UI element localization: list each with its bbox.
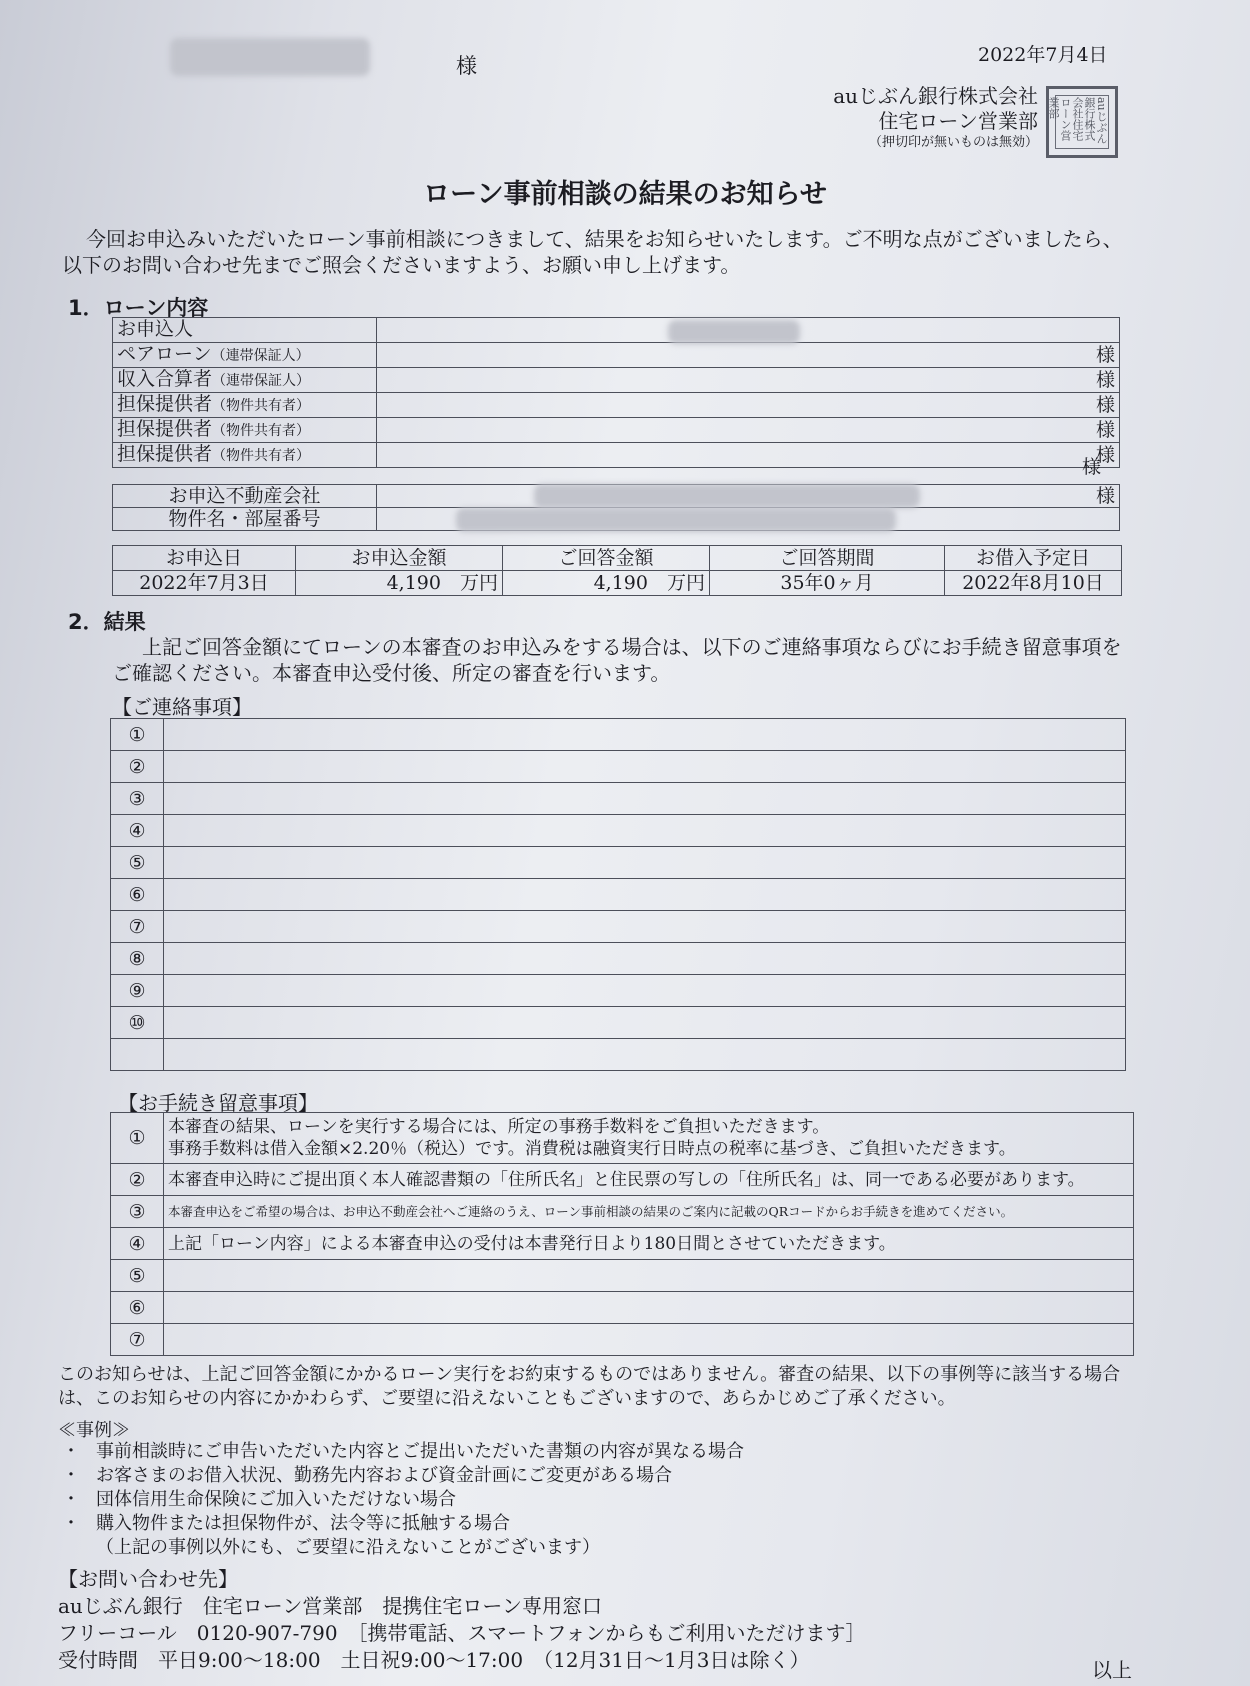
amount-table xyxy=(112,545,1122,596)
row-label: 担保提供者（物件共有者） xyxy=(113,393,377,418)
table-row xyxy=(111,943,1126,975)
note-content xyxy=(164,943,1126,975)
table-row xyxy=(111,1228,1134,1260)
note-number xyxy=(111,1039,164,1071)
redacted-property xyxy=(456,508,896,532)
table-row xyxy=(111,1324,1134,1356)
company-seal-stamp xyxy=(1046,86,1118,158)
table-row xyxy=(111,783,1126,815)
table-header-row xyxy=(113,546,1122,571)
seal-text: auじぶん銀行株式会社住宅ローン営業部 xyxy=(1055,95,1109,149)
extra-honorific: 様 xyxy=(1082,456,1102,478)
row-value: 様 xyxy=(377,443,1120,468)
contact-phone: フリーコール 0120-907-790 ［携帯電話、スマートフォンからもご利用いただけます］ xyxy=(58,1621,866,1645)
note-number: ⑤ xyxy=(111,847,164,879)
note-content xyxy=(164,847,1126,879)
proc-content xyxy=(164,1292,1134,1324)
contact-hours: 受付時間 平日9:00～18:00 土日祝9:00～17:00 （12月31日～1月3日は除く） xyxy=(58,1648,810,1672)
contact-title: 【お問い合わせ先】 xyxy=(58,1567,238,1591)
table-row xyxy=(111,879,1126,911)
row-label: ペアローン（連帯保証人） xyxy=(113,343,377,368)
company-label: お申込不動産会社 xyxy=(113,485,377,508)
header-apply-amount: お申込金額 xyxy=(296,546,503,571)
row-value: 様 xyxy=(377,418,1120,443)
section2-text: 上記ご回答金額にてローンの本審査のお申込みをする場合は、以下のご連絡事項ならびにお手続き留意事項をご確認ください。本審査申込受付後、所定の審査を行います。 xyxy=(112,635,1122,685)
proc-number: ⑥ xyxy=(111,1292,164,1324)
contact-block xyxy=(58,1566,866,1674)
list-item: ・ 購入物件または担保物件が、法令等に抵触する場合 xyxy=(62,1513,510,1534)
cases-note: （上記の事例以外にも、ご要望に沿えないことがございます） xyxy=(96,1537,600,1558)
redacted-recipient xyxy=(170,38,370,76)
document-title: ローン事前相談の結果のお知らせ xyxy=(423,179,827,210)
section1-heading: 1．ローン内容 xyxy=(68,296,209,320)
table-row xyxy=(113,571,1122,596)
table-row xyxy=(113,368,1120,393)
table-row xyxy=(113,418,1120,443)
issuer-block xyxy=(833,84,1038,152)
note-content xyxy=(164,1039,1126,1071)
note-content xyxy=(164,1007,1126,1039)
proc-content: 上記「ローン内容」による本審査申込の受付は本書発行日より180日間とさせていただきます。 xyxy=(164,1228,1134,1260)
closing-mark: 以上 xyxy=(1092,1658,1132,1682)
note-number: ⑩ xyxy=(111,1007,164,1039)
redacted-applicant xyxy=(668,320,800,344)
issuer-dept: 住宅ローン営業部 xyxy=(878,109,1038,133)
disclaimer-text: このお知らせは、上記ご回答金額にかかるローン実行をお約束するものではありません。審査の結果、以下の事例等に該当する場合は、このお知らせの内容にかかわらず、ご要望に沿えないこともございますので、あらかじめご了承ください。 xyxy=(58,1364,1121,1409)
table-row xyxy=(113,443,1120,468)
section2-heading: 2．結果 xyxy=(68,610,146,634)
note-number: ③ xyxy=(111,783,164,815)
issuer-bank: auじぶん銀行株式会社 xyxy=(833,84,1038,108)
table-row xyxy=(113,318,1120,343)
table-row xyxy=(111,1039,1126,1071)
procedures-table xyxy=(110,1112,1134,1356)
table-row xyxy=(111,1007,1126,1039)
table-row xyxy=(111,751,1126,783)
proc-content xyxy=(164,1260,1134,1292)
proc-number: ③ xyxy=(111,1196,164,1228)
table-row xyxy=(111,719,1126,751)
issue-date: 2022年7月4日 xyxy=(978,44,1108,66)
row-value: 様 xyxy=(377,368,1120,393)
row-label: 収入合算者（連帯保証人） xyxy=(113,368,377,393)
borrow-date: 2022年8月10日 xyxy=(945,571,1122,596)
answer-period: 35年0ヶ月 xyxy=(710,571,945,596)
note-content xyxy=(164,815,1126,847)
note-number: ⑨ xyxy=(111,975,164,1007)
cases-title: ≪事例≫ xyxy=(58,1420,130,1441)
row-label: お申込人 xyxy=(113,318,377,343)
apply-amount: 4,190 万円 xyxy=(296,571,503,596)
header-apply-date: お申込日 xyxy=(113,546,296,571)
apply-date: 2022年7月3日 xyxy=(113,571,296,596)
table-row xyxy=(111,1113,1134,1164)
intro-text: 今回お申込みいただいたローン事前相談につきまして、結果をお知らせいたします。ご不明な点がございましたら、以下のお問い合わせ先までご照会くださいますよう、お願い申し上げます。 xyxy=(62,227,1123,277)
note-content xyxy=(164,911,1126,943)
header-answer-period: ご回答期間 xyxy=(710,546,945,571)
proc-number: ① xyxy=(111,1113,164,1164)
note-number: ① xyxy=(111,719,164,751)
contact-line1: auじぶん銀行 住宅ローン営業部 提携住宅ローン専用窓口 xyxy=(58,1594,603,1618)
row-label: 担保提供者（物件共有者） xyxy=(113,443,377,468)
table-row xyxy=(111,1260,1134,1292)
note-content xyxy=(164,879,1126,911)
table-row xyxy=(111,1164,1134,1196)
note-content xyxy=(164,783,1126,815)
note-number: ② xyxy=(111,751,164,783)
table-row xyxy=(111,975,1126,1007)
notes-title: 【ご連絡事項】 xyxy=(112,695,252,719)
proc-number: ② xyxy=(111,1164,164,1196)
proc-content xyxy=(164,1324,1134,1356)
answer-amount: 4,190 万円 xyxy=(503,571,710,596)
procedures-title: 【お手続き留意事項】 xyxy=(118,1091,318,1115)
note-number: ④ xyxy=(111,815,164,847)
list-item: ・ 事前相談時にご申告いただいた内容とご提出いただいた書類の内容が異なる場合 xyxy=(62,1441,744,1462)
note-content xyxy=(164,719,1126,751)
notes-table xyxy=(110,718,1126,1071)
table-row xyxy=(111,847,1126,879)
table-row xyxy=(111,1292,1134,1324)
row-value: 様 xyxy=(377,393,1120,418)
proc-number: ⑤ xyxy=(111,1260,164,1292)
proc-content: 本審査の結果、ローンを実行する場合には、所定の事務手数料をご負担いただきます。 事務手数料は借入金額×2.20％（税込）です。消費税は融資実行日時点の税率に基づき、ご負担いただきます。 xyxy=(164,1113,1134,1164)
proc-number: ⑦ xyxy=(111,1324,164,1356)
company-value: 様 xyxy=(377,485,1120,508)
note-number: ⑥ xyxy=(111,879,164,911)
header-answer-amount: ご回答金額 xyxy=(503,546,710,571)
note-content xyxy=(164,975,1126,1007)
loan-persons-table xyxy=(112,317,1120,468)
table-row xyxy=(111,911,1126,943)
row-value: 様 xyxy=(377,343,1120,368)
note-content xyxy=(164,751,1126,783)
property-name-label: 物件名・部屋番号 xyxy=(113,508,377,531)
proc-content: 本審査申込をご希望の場合は、お申込不動産会社へご連絡のうえ、ローン事前相談の結果のご案内に記載のQRコードからお手続きを進めてください。 xyxy=(164,1196,1134,1228)
list-item: ・ 団体信用生命保険にご加入いただけない場合 xyxy=(62,1489,456,1510)
table-row xyxy=(113,393,1120,418)
redacted-company xyxy=(534,484,920,508)
header-borrow-date: お借入予定日 xyxy=(945,546,1122,571)
table-row xyxy=(113,343,1120,368)
cases-list xyxy=(62,1440,744,1560)
list-item: ・ お客さまのお借入状況、勤務先内容および資金計画にご変更がある場合 xyxy=(62,1465,672,1486)
note-number: ⑦ xyxy=(111,911,164,943)
table-row xyxy=(111,815,1126,847)
recipient-honorific: 様 xyxy=(456,54,477,78)
note-number: ⑧ xyxy=(111,943,164,975)
row-label: 担保提供者（物件共有者） xyxy=(113,418,377,443)
proc-number: ④ xyxy=(111,1228,164,1260)
issuer-note: （押切印が無いものは無効） xyxy=(868,135,1038,150)
proc-content: 本審査申込時にご提出頂く本人確認書類の「住所氏名」と住民票の写しの「住所氏名」は、同一である必要があります。 xyxy=(164,1164,1134,1196)
table-row xyxy=(111,1196,1134,1228)
